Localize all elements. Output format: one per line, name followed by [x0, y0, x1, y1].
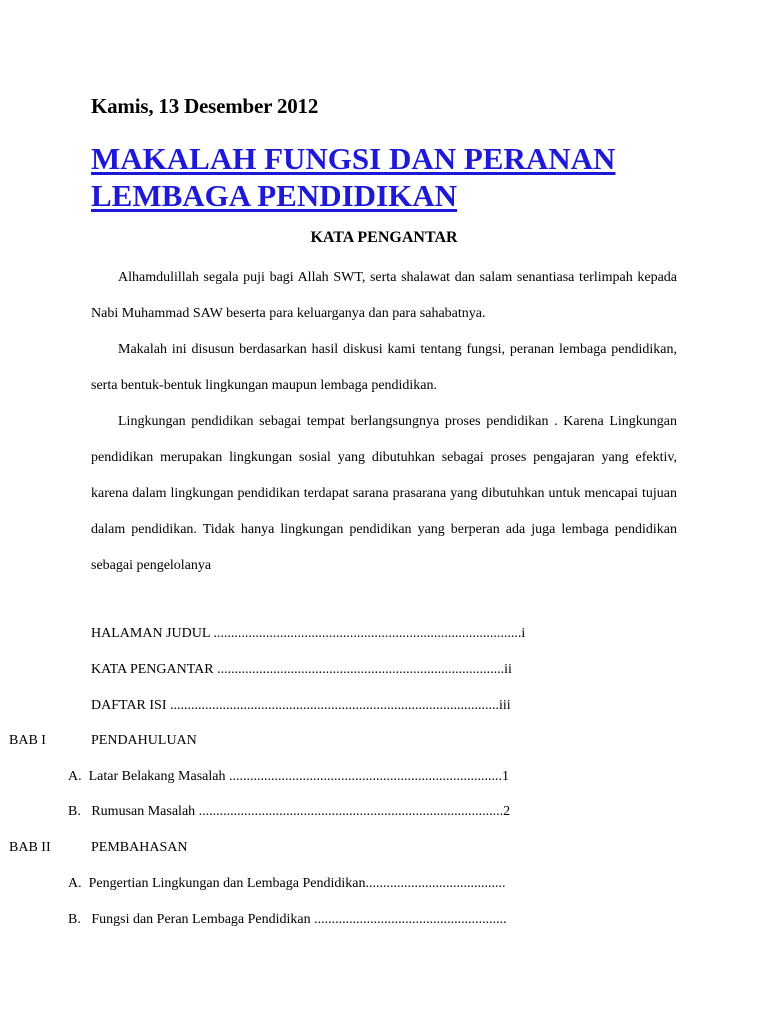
toc-entry-label: DAFTAR ISI [91, 698, 170, 713]
toc-entry-label: Latar Belakang Masalah [88, 769, 229, 784]
toc-entry [68, 769, 509, 785]
toc-entry [68, 912, 507, 928]
toc-entry-letter: B. [68, 912, 81, 927]
toc-entry-page: iii [499, 698, 511, 713]
paragraph: Alhamdulillah segala puji bagi Allah SWT, serta shalawat dan salam senantiasa terlimpah kepada Nabi Muhammad SAW beserta para keluarganya dan para sahabatnya. [91, 270, 677, 321]
toc-entry [91, 662, 512, 678]
toc-entry [68, 876, 505, 892]
toc-entry-label: Fungsi dan Peran Lembaga Pendidikan [91, 912, 315, 927]
chapter-title: PEMBAHASAN [91, 840, 188, 855]
title-line-2: LEMBAGA PENDIDIKAN [91, 178, 458, 213]
toc-entry-page: 1 [501, 769, 509, 784]
toc-leader: ........................................................................................ [213, 626, 522, 641]
toc-entry-page: ii [504, 662, 512, 677]
toc-entry-letter: A. [68, 876, 82, 891]
toc-entry [68, 804, 510, 820]
toc-leader: .............................................................................................. [170, 698, 499, 713]
paragraph: Makalah ini disusun berdasarkan hasil diskusi kami tentang fungsi, peranan lembaga pendidikan, serta bentuk-bentuk lingkungan maupun lembaga pendidikan. [91, 342, 677, 393]
toc-entry-page: 2 [503, 804, 511, 819]
toc-entry-letter: B. [68, 804, 81, 819]
post-date: Kamis, 13 Desember 2012 [91, 94, 319, 118]
chapter-number: BAB I [9, 733, 46, 748]
article-title-link[interactable] [91, 140, 691, 214]
toc-entry-label: Rumusan Masalah [91, 804, 199, 819]
paragraph: Lingkungan pendidikan sebagai tempat berlangsungnya proses pendidikan . Karena Lingkungan pendidikan merupakan lingkungan sosial yang dibutuhkan sebagai proses pengajaran yang efektiv, karena dalam lingkungan pendidikan terdapat sarana prasarana yang dibutuhkan untuk mencapai tujuan dalam pendidikan. Tidak hanya lingkungan pendidikan yang berperan ada juga lembaga pendidikan sebagai pengelolanya [91, 414, 677, 573]
toc-entry-label: Pengertian Lingkungan dan Lembaga Pendidikan [88, 876, 366, 891]
toc-entry-label: HALAMAN JUDUL [91, 626, 214, 641]
toc-leader: ....................................................................................... [198, 804, 504, 819]
chapter-number: BAB II [9, 840, 51, 855]
article-title [91, 140, 691, 214]
toc-entry [91, 626, 525, 642]
toc-leader: ....................................................... [314, 912, 507, 927]
chapter-title: PENDAHULUAN [91, 733, 197, 748]
foreword-body [91, 260, 677, 584]
toc-leader: .............................................................................. [228, 769, 502, 784]
section-heading: KATA PENGANTAR [310, 229, 458, 246]
toc-leader: .................................................................................. [217, 662, 505, 677]
toc-entry-letter: A. [68, 769, 82, 784]
toc-leader: ........................................ [365, 876, 506, 891]
title-line-1: MAKALAH FUNGSI DAN PERANAN [91, 141, 616, 176]
toc-entry-page: i [521, 626, 526, 641]
toc-entry [91, 698, 511, 714]
toc-entry-label: KATA PENGANTAR [91, 662, 218, 677]
